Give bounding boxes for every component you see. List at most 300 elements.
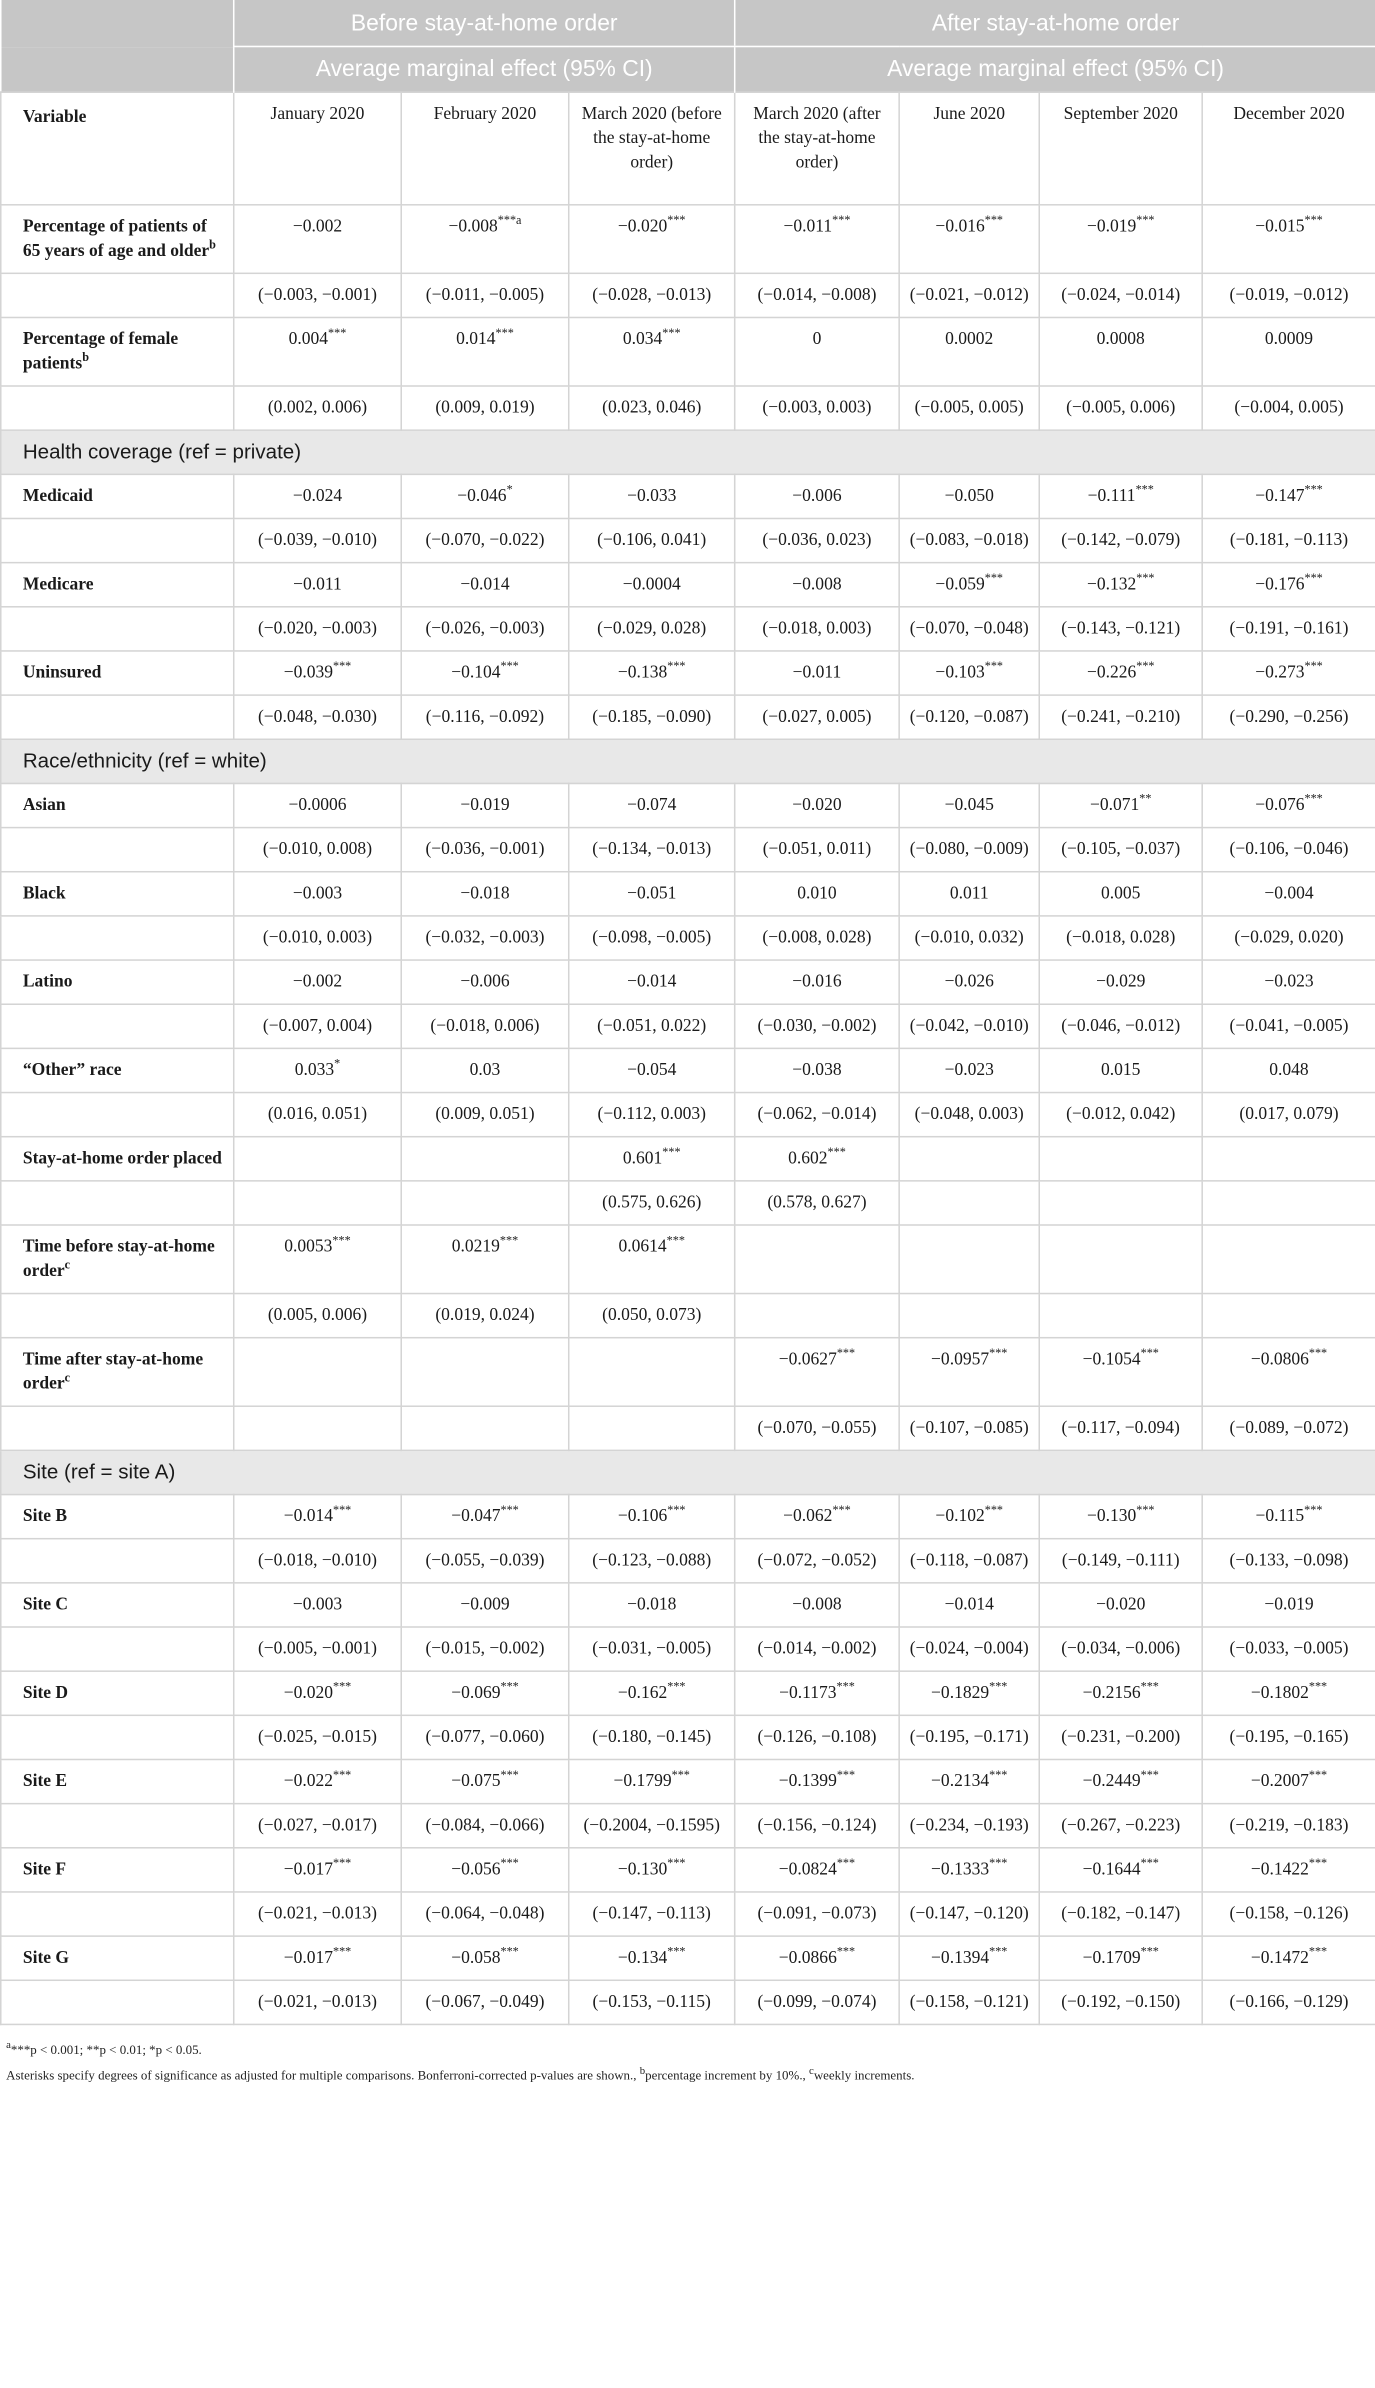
estimate-cell-mar-2020-before <box>569 1225 735 1294</box>
estimate-cell-jan-2020 <box>234 651 401 695</box>
subheader-after: Average marginal effect (95% CI) <box>735 46 1375 92</box>
estimate-cell-sep-2020 <box>1039 205 1202 274</box>
ci-cell-sep-2020: (−0.046, −0.012) <box>1039 1004 1202 1048</box>
estimate-value: 0.0219 <box>451 1237 500 1257</box>
variable-label-blank <box>1 1539 234 1583</box>
estimate-cell-mar-2020-after <box>735 1495 899 1539</box>
estimate-cell-dec-2020 <box>1202 1759 1375 1803</box>
estimate-value: −0.014 <box>283 1507 333 1526</box>
table-row-ci <box>1 1892 1375 1936</box>
estimate-cell-mar-2020-after <box>735 872 899 916</box>
footnote-significance-text: ***p < 0.001; **p < 0.01; *p < 0.05. <box>10 2041 202 2057</box>
ci-cell-mar-2020-before: (−0.112, 0.003) <box>569 1093 735 1137</box>
estimate-cell-feb-2020 <box>401 317 568 386</box>
ci-cell-jan-2020 <box>234 1181 401 1225</box>
estimate-cell-sep-2020 <box>1039 1936 1202 1980</box>
variable-label-blank <box>1 828 234 872</box>
variable-label <box>1 1848 234 1892</box>
significance-marker: *** <box>1136 1503 1155 1517</box>
estimate-value: −0.138 <box>617 663 668 683</box>
estimate-cell-jan-2020 <box>234 1848 401 1892</box>
estimate-value: −0.074 <box>627 796 677 815</box>
estimate-value: −0.002 <box>292 217 343 237</box>
variable-label-blank <box>1 1406 234 1450</box>
estimate-cell-dec-2020 <box>1202 1225 1375 1294</box>
variable-label <box>1 1671 234 1715</box>
estimate-value: 0.034 <box>622 330 663 349</box>
table-row-ci <box>1 386 1375 430</box>
estimate-cell-mar-2020-before <box>569 783 735 827</box>
variable-label-blank <box>1 1181 234 1225</box>
significance-marker: *** <box>836 1856 856 1871</box>
estimate-cell-jan-2020 <box>234 1759 401 1803</box>
significance-marker: *** <box>332 659 352 674</box>
variable-footnote-marker: c <box>64 1258 71 1272</box>
estimate-cell-mar-2020-after <box>735 783 899 827</box>
ci-cell-dec-2020: (−0.041, −0.005) <box>1202 1004 1375 1048</box>
ci-cell-feb-2020: (0.009, 0.051) <box>401 1093 568 1137</box>
table-row-ci <box>1 1539 1375 1583</box>
variable-label-blank <box>1 386 234 430</box>
ci-cell-feb-2020: (−0.026, −0.003) <box>401 607 568 651</box>
significance-marker: *** <box>662 326 681 340</box>
column-header-sep-2020: September 2020 <box>1039 92 1202 205</box>
estimate-cell-dec-2020 <box>1202 1583 1375 1627</box>
variable-label-text: Site G <box>22 1949 70 1968</box>
estimate-cell-jan-2020 <box>234 1495 401 1539</box>
variable-label-blank <box>1 916 234 960</box>
table-row-estimate <box>1 317 1375 386</box>
variable-footnote-marker: c <box>64 1370 71 1385</box>
table-row-estimate <box>1 1225 1375 1294</box>
ci-cell-mar-2020-after: (−0.014, −0.008) <box>735 273 899 317</box>
table-row-estimate <box>1 1137 1375 1181</box>
estimate-value: 0.048 <box>1269 1061 1309 1080</box>
ci-cell-feb-2020: (−0.036, −0.001) <box>401 828 568 872</box>
ci-cell-mar-2020-after: (−0.018, 0.003) <box>735 607 899 651</box>
estimate-cell-mar-2020-before <box>569 1048 735 1092</box>
ci-cell-feb-2020: (−0.055, −0.039) <box>401 1539 568 1583</box>
estimate-value: −0.1333 <box>931 1860 990 1880</box>
estimate-cell-jun-2020 <box>899 1759 1039 1803</box>
significance-marker: *** <box>1304 571 1323 585</box>
estimate-cell-jan-2020 <box>234 1671 401 1715</box>
significance-marker: *** <box>1304 482 1323 497</box>
ci-cell-jan-2020: (−0.010, 0.003) <box>234 916 401 960</box>
ci-cell-sep-2020: (−0.182, −0.147) <box>1039 1892 1202 1936</box>
ci-cell-dec-2020: (−0.106, −0.046) <box>1202 828 1375 872</box>
variable-label <box>1 1936 234 1980</box>
section-header-row <box>1 430 1375 474</box>
estimate-value: 0.03 <box>469 1061 501 1080</box>
estimate-value: −0.022 <box>283 1772 333 1791</box>
ci-cell-dec-2020: (−0.089, −0.072) <box>1202 1406 1375 1450</box>
ci-cell-mar-2020-before: (−0.098, −0.005) <box>569 916 735 960</box>
significance-marker: *** <box>667 1679 686 1694</box>
estimate-cell-mar-2020-before <box>569 1671 735 1715</box>
ci-cell-dec-2020: (−0.290, −0.256) <box>1202 695 1375 739</box>
footnotes <box>0 2025 1375 2085</box>
ci-cell-jan-2020: (0.002, 0.006) <box>234 386 401 430</box>
variable-label-text: Time after stay-at-home order <box>22 1350 204 1394</box>
significance-marker: *** <box>1135 482 1154 497</box>
estimate-value: −0.132 <box>1086 575 1137 594</box>
ci-cell-feb-2020: (−0.067, −0.049) <box>401 1980 568 2024</box>
column-header-row <box>1 92 1375 205</box>
estimate-value: −0.011 <box>783 217 833 237</box>
section-header-row <box>1 739 1375 783</box>
ci-cell-jun-2020: (−0.234, −0.193) <box>899 1804 1039 1848</box>
estimate-cell-dec-2020 <box>1202 1936 1375 1980</box>
ci-cell-dec-2020: (−0.133, −0.098) <box>1202 1539 1375 1583</box>
significance-marker: *** <box>671 1768 690 1782</box>
estimate-cell-jan-2020 <box>234 317 401 386</box>
significance-marker: *** <box>984 571 1004 585</box>
significance-marker: *** <box>1308 1944 1328 1959</box>
estimate-value: −0.147 <box>1255 487 1305 506</box>
variable-label-blank <box>1 1294 234 1338</box>
ci-cell-mar-2020-before: (−0.147, −0.113) <box>569 1892 735 1936</box>
estimate-cell-mar-2020-before <box>569 1848 735 1892</box>
estimate-cell-jan-2020 <box>234 1225 401 1294</box>
estimate-cell-mar-2020-before <box>569 651 735 695</box>
estimate-value: 0.015 <box>1101 1061 1141 1080</box>
significance-marker: *** <box>1136 659 1155 674</box>
ci-cell-jan-2020: (−0.021, −0.013) <box>234 1980 401 2024</box>
table-row-estimate <box>1 1671 1375 1715</box>
estimate-value: −0.050 <box>944 487 994 506</box>
significance-marker: *** <box>667 1944 686 1959</box>
variable-label <box>1 1137 234 1181</box>
estimate-value: −0.076 <box>1255 796 1305 815</box>
table-row-ci <box>1 1093 1375 1137</box>
estimate-value: −0.019 <box>1086 217 1137 237</box>
group-header-row <box>1 0 1375 46</box>
ci-cell-mar-2020-before: (−0.106, 0.041) <box>569 518 735 562</box>
estimate-cell-jan-2020 <box>234 1338 401 1407</box>
estimate-value: −0.0957 <box>931 1350 990 1369</box>
estimate-cell-feb-2020 <box>401 1848 568 1892</box>
estimate-value: −0.071 <box>1089 796 1140 815</box>
table-row-estimate <box>1 205 1375 274</box>
estimate-value: −0.1054 <box>1082 1350 1141 1369</box>
column-header-mar-2020-after: March 2020 (after the stay-at-home order) <box>735 92 899 205</box>
estimate-cell-dec-2020 <box>1202 1671 1375 1715</box>
significance-marker: *** <box>1304 1503 1323 1517</box>
estimate-value: −0.033 <box>627 487 677 506</box>
estimate-value: −0.102 <box>935 1507 985 1526</box>
estimate-cell-mar-2020-after <box>735 1583 899 1627</box>
ci-cell-mar-2020-before: (0.023, 0.046) <box>569 386 735 430</box>
table-row-estimate <box>1 960 1375 1004</box>
ci-cell-jun-2020: (−0.042, −0.010) <box>899 1004 1039 1048</box>
column-header-jan-2020: January 2020 <box>234 92 401 205</box>
estimate-value: −0.273 <box>1255 663 1305 683</box>
estimate-value: 0.004 <box>288 330 329 349</box>
significance-marker: *** <box>1140 1346 1159 1361</box>
estimate-cell-dec-2020 <box>1202 1848 1375 1892</box>
table-row-ci <box>1 1980 1375 2024</box>
significance-marker: *** <box>989 1944 1008 1959</box>
variable-label-text: Site B <box>22 1507 68 1526</box>
variable-label-text: Percentage of female patients <box>22 330 179 374</box>
ci-cell-jun-2020: (−0.195, −0.171) <box>899 1715 1039 1759</box>
variable-label-blank <box>1 273 234 317</box>
estimate-cell-feb-2020 <box>401 1137 568 1181</box>
variable-label-blank <box>1 1093 234 1137</box>
significance-marker: *** <box>332 1503 352 1517</box>
estimate-value: −0.115 <box>1255 1507 1305 1526</box>
variable-label-text: “Other” race <box>22 1061 122 1080</box>
column-header-dec-2020: December 2020 <box>1202 92 1375 205</box>
estimate-cell-feb-2020 <box>401 1048 568 1092</box>
significance-marker: ** <box>1139 792 1152 806</box>
estimate-cell-dec-2020 <box>1202 205 1375 274</box>
significance-marker: *** <box>662 1145 681 1160</box>
ci-cell-mar-2020-before: (−0.051, 0.022) <box>569 1004 735 1048</box>
table-row-ci <box>1 1715 1375 1759</box>
significance-marker: *** <box>500 659 519 674</box>
estimate-cell-sep-2020 <box>1039 1048 1202 1092</box>
estimate-cell-dec-2020 <box>1202 1338 1375 1407</box>
ci-cell-mar-2020-before <box>569 1406 735 1450</box>
estimate-cell-jun-2020 <box>899 1848 1039 1892</box>
estimate-cell-jun-2020 <box>899 651 1039 695</box>
estimate-cell-mar-2020-after <box>735 563 899 607</box>
estimate-cell-jan-2020 <box>234 783 401 827</box>
estimate-value: −0.009 <box>460 1595 510 1615</box>
table-row-ci <box>1 1181 1375 1225</box>
estimate-cell-sep-2020 <box>1039 651 1202 695</box>
ci-cell-dec-2020: (0.017, 0.079) <box>1202 1093 1375 1137</box>
estimate-cell-jun-2020 <box>899 1495 1039 1539</box>
significance-marker: *** <box>495 326 514 340</box>
estimate-value: −0.176 <box>1255 575 1305 594</box>
estimate-value: −0.006 <box>460 973 510 992</box>
table-row-estimate <box>1 783 1375 827</box>
variable-label <box>1 1338 234 1407</box>
variable-label <box>1 1759 234 1803</box>
ci-cell-jun-2020: (−0.010, 0.032) <box>899 916 1039 960</box>
variable-label-blank <box>1 518 234 562</box>
significance-marker: *** <box>1140 1768 1159 1782</box>
section-header: Race/ethnicity (ref = white) <box>1 739 1375 783</box>
subheader-row <box>1 46 1375 92</box>
ci-cell-dec-2020: (−0.181, −0.113) <box>1202 518 1375 562</box>
significance-marker: *** <box>836 1346 856 1361</box>
estimate-cell-feb-2020 <box>401 1759 568 1803</box>
estimate-value: −0.130 <box>1086 1507 1137 1526</box>
table-row-ci <box>1 1627 1375 1671</box>
ci-cell-jun-2020: (−0.070, −0.048) <box>899 607 1039 651</box>
significance-marker: * <box>506 482 513 497</box>
ci-cell-mar-2020-before: (−0.031, −0.005) <box>569 1627 735 1671</box>
ci-cell-jan-2020: (0.016, 0.051) <box>234 1093 401 1137</box>
ci-cell-mar-2020-before: (−0.028, −0.013) <box>569 273 735 317</box>
estimate-cell-jan-2020 <box>234 1137 401 1181</box>
estimate-cell-feb-2020 <box>401 872 568 916</box>
estimate-value: −0.1799 <box>613 1772 672 1791</box>
estimate-cell-dec-2020 <box>1202 783 1375 827</box>
estimate-cell-jun-2020 <box>899 474 1039 518</box>
ci-cell-mar-2020-after: (−0.008, 0.028) <box>735 916 899 960</box>
section-header-row <box>1 1450 1375 1494</box>
ci-cell-dec-2020: (−0.219, −0.183) <box>1202 1804 1375 1848</box>
estimate-cell-mar-2020-before <box>569 1338 735 1407</box>
estimate-value: −0.023 <box>944 1061 994 1080</box>
ci-cell-feb-2020: (0.019, 0.024) <box>401 1294 568 1338</box>
estimate-cell-mar-2020-before <box>569 317 735 386</box>
estimate-value: −0.011 <box>293 575 342 594</box>
estimate-cell-jan-2020 <box>234 960 401 1004</box>
ci-cell-jan-2020: (−0.007, 0.004) <box>234 1004 401 1048</box>
table-row-ci <box>1 695 1375 739</box>
estimate-value: −0.018 <box>627 1595 677 1615</box>
estimate-value: −0.054 <box>627 1061 677 1080</box>
estimate-cell-sep-2020 <box>1039 1495 1202 1539</box>
ci-cell-mar-2020-after: (−0.126, −0.108) <box>735 1715 899 1759</box>
estimate-value: −0.015 <box>1255 217 1305 237</box>
estimate-cell-mar-2020-before <box>569 205 735 274</box>
significance-marker: *** <box>832 1503 851 1517</box>
variable-label-text: Medicare <box>22 575 94 594</box>
estimate-value: −0.0627 <box>778 1350 837 1369</box>
ci-cell-sep-2020 <box>1039 1181 1202 1225</box>
table-row-estimate <box>1 1848 1375 1892</box>
ci-cell-jan-2020: (−0.018, −0.010) <box>234 1539 401 1583</box>
estimate-cell-feb-2020 <box>401 960 568 1004</box>
significance-marker: *** <box>1140 1679 1159 1694</box>
variable-label <box>1 205 234 274</box>
estimate-value: −0.011 <box>792 663 842 683</box>
estimate-value: 0.601 <box>622 1149 663 1168</box>
estimate-value: −0.0824 <box>778 1860 837 1880</box>
significance-marker: *** <box>836 1768 856 1782</box>
significance-marker: *** <box>1308 1856 1328 1871</box>
estimate-cell-jun-2020 <box>899 563 1039 607</box>
significance-marker: *** <box>500 1503 519 1517</box>
ci-cell-mar-2020-before: (−0.134, −0.013) <box>569 828 735 872</box>
table-row-ci <box>1 1804 1375 1848</box>
estimate-cell-feb-2020 <box>401 1671 568 1715</box>
ci-cell-sep-2020: (−0.192, −0.150) <box>1039 1980 1202 2024</box>
estimate-value: −0.046 <box>457 487 507 506</box>
significance-marker: *** <box>1140 1944 1159 1959</box>
significance-marker: *** <box>989 1768 1008 1782</box>
significance-marker: *** <box>836 1944 856 1959</box>
ci-cell-sep-2020: (−0.142, −0.079) <box>1039 518 1202 562</box>
estimate-value: −0.2449 <box>1082 1772 1141 1791</box>
ci-cell-mar-2020-before: (0.575, 0.626) <box>569 1181 735 1225</box>
ci-cell-feb-2020: (−0.015, −0.002) <box>401 1627 568 1671</box>
ci-cell-mar-2020-before: (−0.180, −0.145) <box>569 1715 735 1759</box>
variable-label-text: Site C <box>22 1595 69 1615</box>
variable-label-blank <box>1 695 234 739</box>
estimate-cell-jun-2020 <box>899 1338 1039 1407</box>
ci-cell-jun-2020: (−0.048, 0.003) <box>899 1093 1039 1137</box>
estimate-cell-jun-2020 <box>899 1936 1039 1980</box>
ci-cell-sep-2020: (−0.012, 0.042) <box>1039 1093 1202 1137</box>
ci-cell-feb-2020 <box>401 1406 568 1450</box>
table-row-estimate <box>1 474 1375 518</box>
estimate-value: 0.014 <box>456 330 496 349</box>
significance-marker: *** <box>499 1233 519 1248</box>
estimate-value: 0.005 <box>1101 884 1141 903</box>
estimate-value: −0.003 <box>292 884 343 903</box>
estimate-cell-mar-2020-after <box>735 1225 899 1294</box>
estimate-value: −0.017 <box>283 1949 333 1968</box>
estimate-value: −0.134 <box>617 1949 668 1968</box>
ci-cell-jun-2020: (−0.120, −0.087) <box>899 695 1039 739</box>
ci-cell-feb-2020: (−0.077, −0.060) <box>401 1715 568 1759</box>
group-before-header: Before stay-at-home order <box>234 0 735 46</box>
estimate-value: 0.033 <box>294 1061 335 1080</box>
significance-marker: *** <box>666 1233 685 1248</box>
estimate-value: −0.051 <box>627 884 677 903</box>
ci-cell-mar-2020-after: (−0.099, −0.074) <box>735 1980 899 2024</box>
table-row-ci <box>1 1294 1375 1338</box>
estimate-cell-mar-2020-before <box>569 474 735 518</box>
ci-cell-sep-2020: (−0.024, −0.014) <box>1039 273 1202 317</box>
significance-marker: *** <box>500 1856 519 1871</box>
significance-marker: *** <box>500 1944 519 1959</box>
estimate-cell-jun-2020 <box>899 1137 1039 1181</box>
ci-cell-jun-2020 <box>899 1181 1039 1225</box>
estimate-cell-sep-2020 <box>1039 474 1202 518</box>
significance-marker: *** <box>989 1346 1008 1361</box>
estimate-value: −0.017 <box>283 1860 333 1880</box>
estimate-cell-sep-2020 <box>1039 1225 1202 1294</box>
estimate-value: −0.018 <box>460 884 510 903</box>
estimate-value: 0.0009 <box>1264 330 1314 349</box>
variable-label-blank <box>1 1715 234 1759</box>
estimate-cell-jan-2020 <box>234 1048 401 1092</box>
ci-cell-dec-2020 <box>1202 1181 1375 1225</box>
significance-marker: *** <box>332 1856 352 1871</box>
estimate-cell-mar-2020-before <box>569 1495 735 1539</box>
estimate-cell-jun-2020 <box>899 1671 1039 1715</box>
significance-marker: * <box>334 1057 341 1071</box>
estimate-value: −0.020 <box>792 796 842 815</box>
significance-marker: *** <box>832 213 851 228</box>
estimate-cell-dec-2020 <box>1202 960 1375 1004</box>
estimate-cell-feb-2020 <box>401 1225 568 1294</box>
estimate-cell-feb-2020 <box>401 1936 568 1980</box>
estimate-value: −0.008 <box>792 1595 842 1615</box>
ci-cell-mar-2020-after: (−0.027, 0.005) <box>735 695 899 739</box>
ci-cell-sep-2020 <box>1039 1294 1202 1338</box>
ci-cell-dec-2020: (−0.019, −0.012) <box>1202 273 1375 317</box>
ci-cell-mar-2020-after: (−0.070, −0.055) <box>735 1406 899 1450</box>
estimate-cell-mar-2020-after <box>735 651 899 695</box>
variable-label-blank <box>1 1627 234 1671</box>
estimate-value: −0.019 <box>460 796 510 815</box>
significance-marker: *** <box>1308 1768 1328 1782</box>
significance-marker: *** <box>1308 1679 1328 1694</box>
ci-cell-sep-2020: (−0.241, −0.210) <box>1039 695 1202 739</box>
estimate-cell-mar-2020-after <box>735 1338 899 1407</box>
estimate-value: −0.106 <box>617 1507 668 1526</box>
estimate-cell-jun-2020 <box>899 317 1039 386</box>
ci-cell-mar-2020-before: (−0.2004, −0.1595) <box>569 1804 735 1848</box>
variable-label-text: Stay-at-home order placed <box>22 1149 222 1168</box>
estimate-cell-dec-2020 <box>1202 651 1375 695</box>
ci-cell-jun-2020: (−0.083, −0.018) <box>899 518 1039 562</box>
estimate-value: −0.1802 <box>1250 1684 1309 1703</box>
ci-cell-jun-2020: (−0.024, −0.004) <box>899 1627 1039 1671</box>
significance-marker: *** <box>667 659 686 674</box>
variable-label-text: Black <box>22 884 66 903</box>
